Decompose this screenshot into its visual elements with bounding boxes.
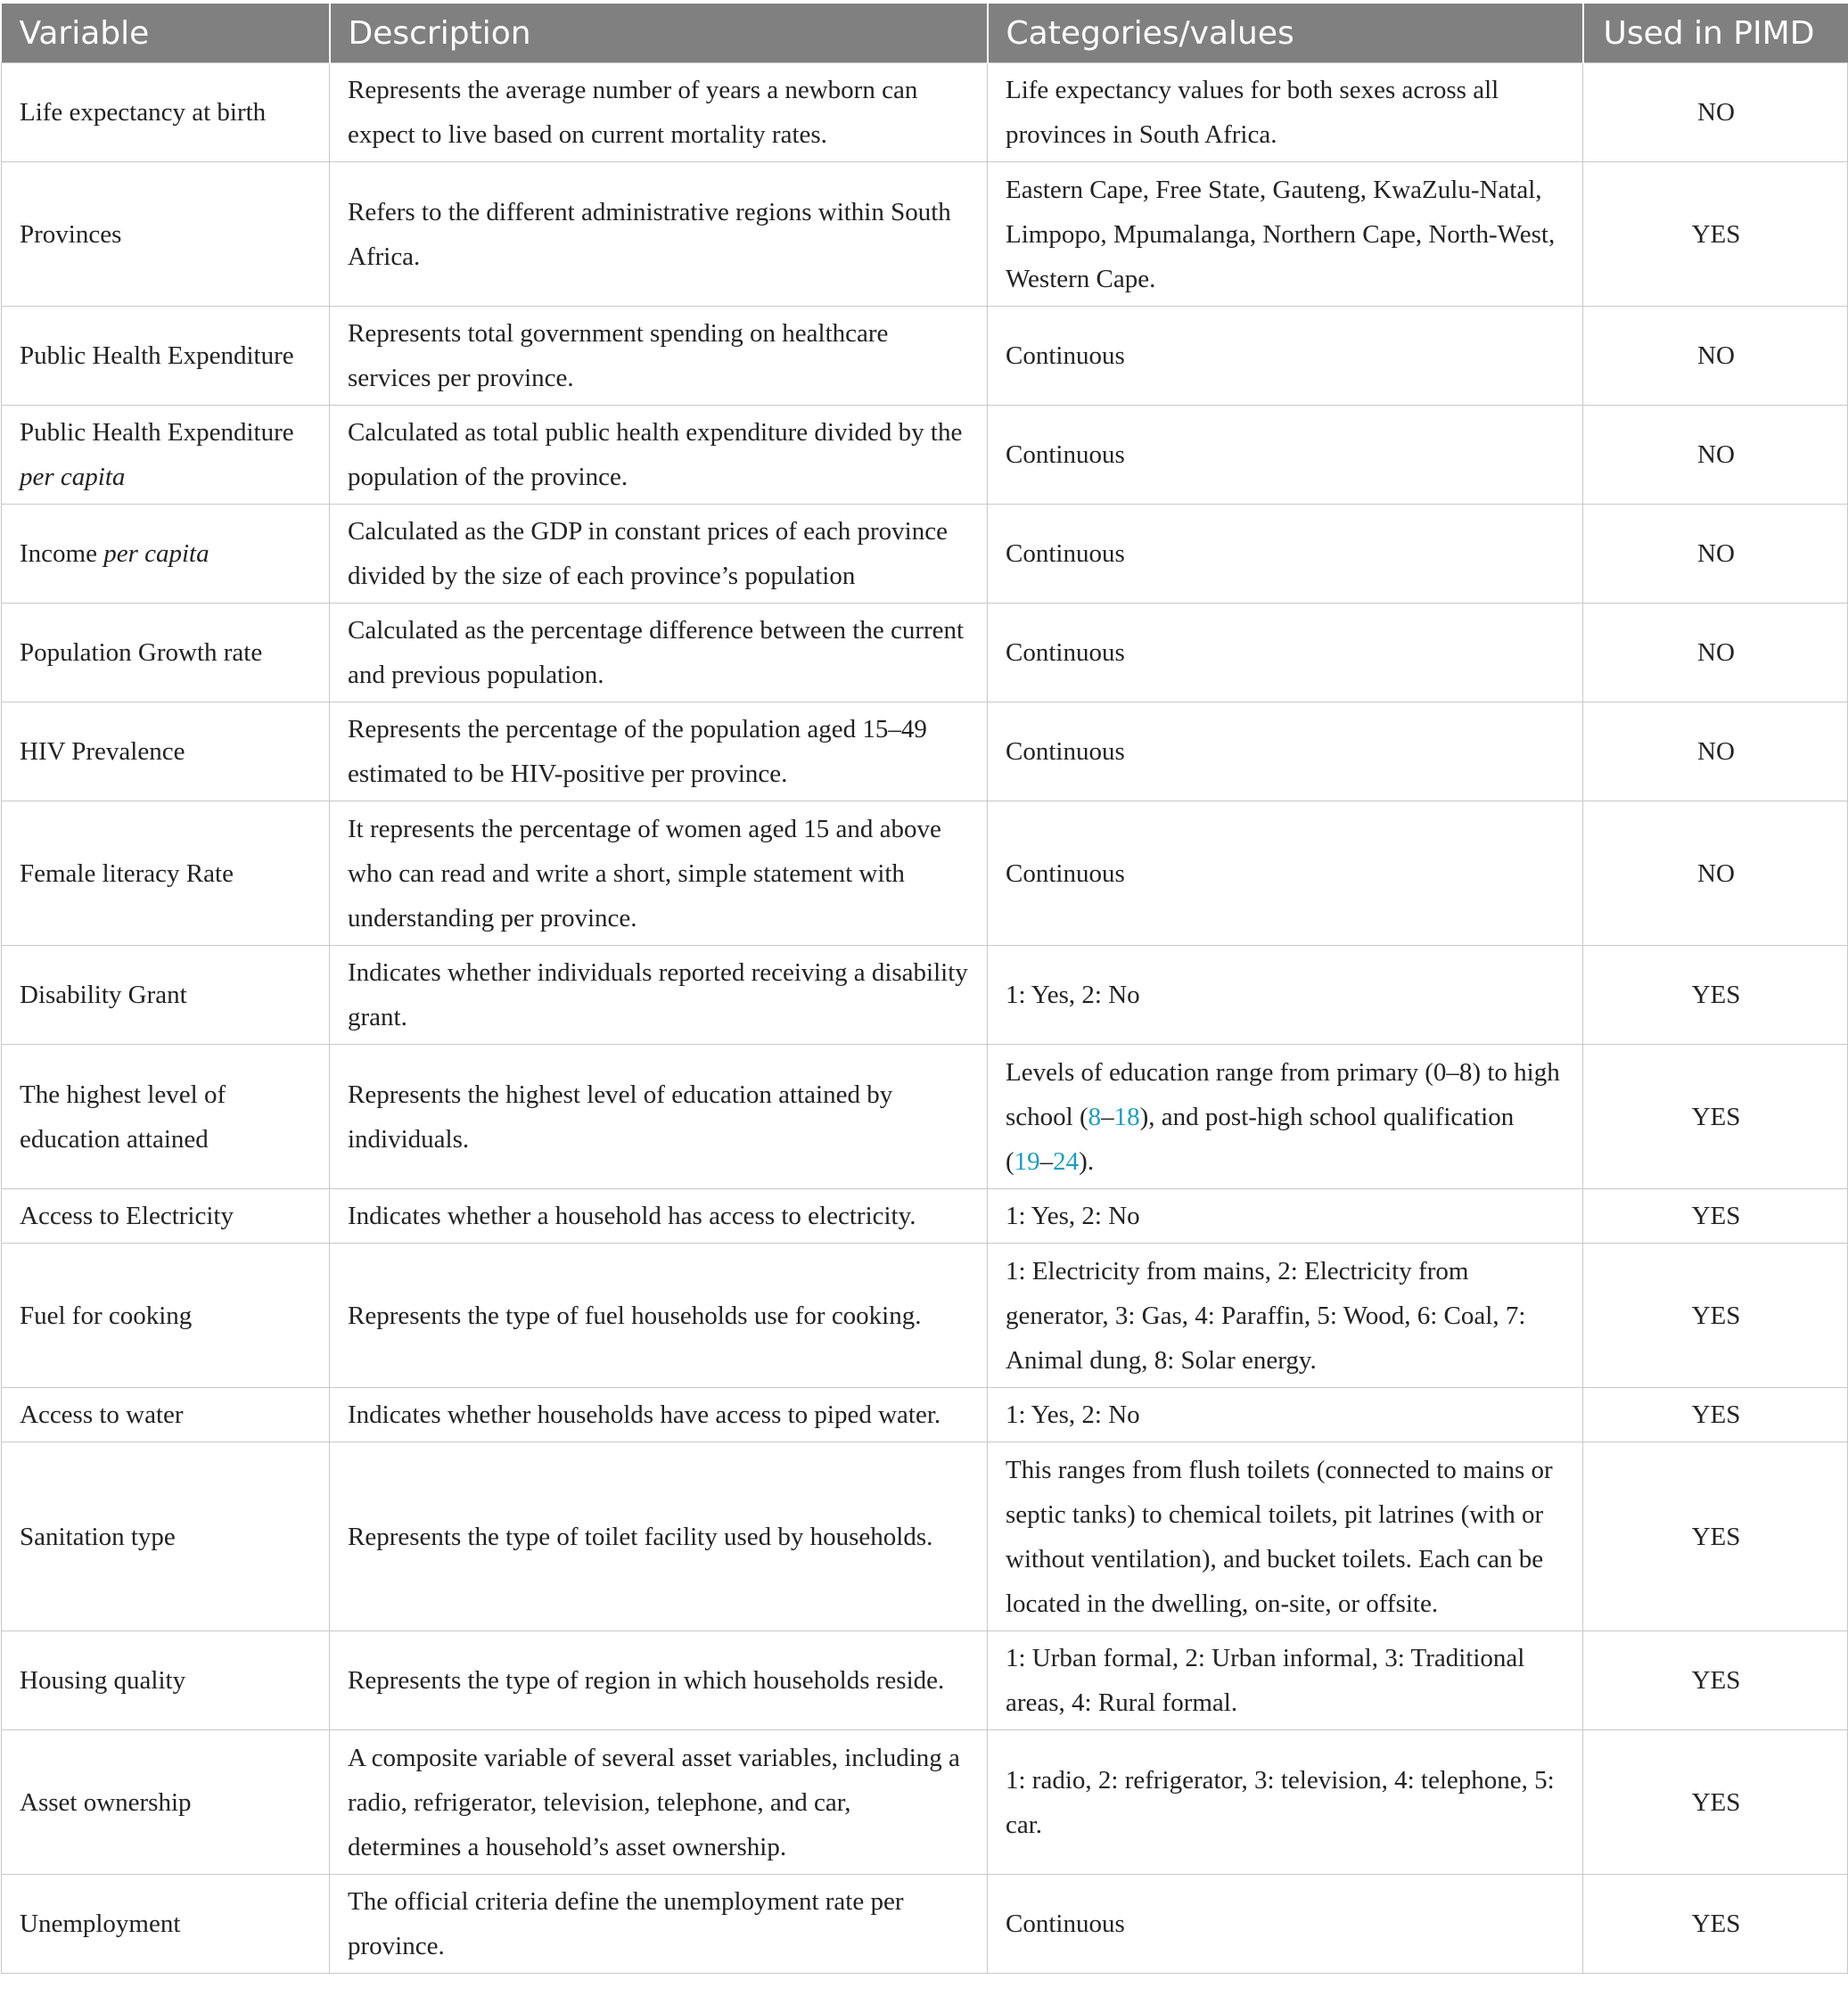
table-row: [2, 946, 1848, 1045]
range-dash: –: [1101, 1102, 1114, 1131]
table-row: [2, 801, 1848, 946]
table-row: [2, 1730, 1848, 1875]
table-row: [2, 604, 1848, 702]
cell-variable: Public Health Expenditure: [2, 307, 330, 406]
table-header-row: [2, 4, 1848, 63]
range-dash: –: [1039, 1146, 1054, 1176]
cell-categories: Continuous: [988, 505, 1583, 604]
table-row: [2, 406, 1848, 505]
cell-used: YES: [1583, 1244, 1848, 1388]
table-row: [2, 1875, 1848, 1974]
reference-link[interactable]: 19: [1014, 1146, 1040, 1176]
cell-categories: [988, 1045, 1583, 1189]
cell-categories: Continuous: [988, 406, 1583, 505]
variable-italic: per capita: [103, 539, 209, 568]
variable-text: Income: [20, 539, 97, 568]
cell-description: Represents total government spending on healthcare services per province.: [330, 307, 988, 406]
cell-used: YES: [1583, 946, 1848, 1045]
cell-description: Indicates whether a household has access to electricity.: [330, 1189, 988, 1244]
cell-description: A composite variable of several asset variables, including a radio, refrigerator, television, telephone, and car, determines a household’s asset ownership.: [330, 1730, 988, 1875]
cell-variable: Female literacy Rate: [2, 801, 330, 946]
cell-used: NO: [1583, 702, 1848, 801]
table-row: [2, 1388, 1848, 1442]
cell-variable: Asset ownership: [2, 1730, 330, 1875]
cell-description: It represents the percentage of women aged 15 and above who can read and write a short, simple statement with understanding per province.: [330, 801, 988, 946]
cell-variable: Fuel for cooking: [2, 1244, 330, 1388]
cell-used: YES: [1583, 1730, 1848, 1875]
cell-used: YES: [1583, 1875, 1848, 1974]
cell-used: NO: [1583, 801, 1848, 946]
cell-categories: 1: Yes, 2: No: [988, 1388, 1583, 1442]
cell-variable: Provinces: [2, 162, 330, 307]
cell-variable: [2, 406, 330, 505]
cell-variable: [2, 505, 330, 604]
cell-description: Represents the type of fuel households use for cooking.: [330, 1244, 988, 1388]
cell-used: NO: [1583, 604, 1848, 702]
cell-description: Indicates whether households have access to piped water.: [330, 1388, 988, 1442]
cell-used: YES: [1583, 1045, 1848, 1189]
cell-description: Calculated as the GDP in constant prices of each province divided by the size of each province’s population: [330, 505, 988, 604]
cell-categories: 1: radio, 2: refrigerator, 3: television, 4: telephone, 5: car.: [988, 1730, 1583, 1875]
cell-used: YES: [1583, 1388, 1848, 1442]
cell-variable: Life expectancy at birth: [2, 63, 330, 162]
variable-italic: per capita: [20, 463, 126, 491]
cell-categories: Continuous: [988, 1875, 1583, 1974]
cell-used: YES: [1583, 162, 1848, 307]
cell-used: NO: [1583, 505, 1848, 604]
categories-text: Levels of education range from primary (0–8) to high school (: [1006, 1057, 1560, 1131]
cell-description: Indicates whether individuals reported receiving a disability grant.: [330, 946, 988, 1045]
cell-used: YES: [1583, 1442, 1848, 1631]
cell-variable: HIV Prevalence: [2, 702, 330, 801]
variables-table: [1, 4, 1848, 1974]
cell-variable: The highest level of education attained: [2, 1045, 330, 1189]
cell-categories: Eastern Cape, Free State, Gauteng, KwaZulu-Natal, Limpopo, Mpumalanga, Northern Cape, North-West, Western Cape.: [988, 162, 1583, 307]
cell-description: Represents the type of region in which households reside.: [330, 1631, 988, 1730]
cell-description: The official criteria define the unemployment rate per province.: [330, 1875, 988, 1974]
table-row: [2, 1631, 1848, 1730]
cell-description: Refers to the different administrative regions within South Africa.: [330, 162, 988, 307]
cell-categories: Continuous: [988, 307, 1583, 406]
cell-variable: Disability Grant: [2, 946, 330, 1045]
reference-link[interactable]: 8: [1088, 1102, 1102, 1131]
cell-description: Represents the type of toilet facility used by households.: [330, 1442, 988, 1631]
cell-used: NO: [1583, 307, 1848, 406]
cell-categories: 1: Yes, 2: No: [988, 946, 1583, 1045]
cell-categories: Continuous: [988, 702, 1583, 801]
cell-description: Calculated as the percentage difference between the current and previous population.: [330, 604, 988, 702]
table-row: [2, 1045, 1848, 1189]
cell-variable: Access to water: [2, 1388, 330, 1442]
table-row: [2, 1244, 1848, 1388]
table-row: [2, 63, 1848, 162]
table-row: [2, 702, 1848, 801]
cell-variable: Unemployment: [2, 1875, 330, 1974]
variable-text: Public Health Expenditure: [20, 418, 294, 447]
cell-description: Represents the percentage of the population aged 15–49 estimated to be HIV-positive per province.: [330, 702, 988, 801]
cell-categories: Continuous: [988, 604, 1583, 702]
cell-used: NO: [1583, 406, 1848, 505]
header-categories: Categories/values: [988, 4, 1583, 63]
table-row: [2, 162, 1848, 307]
cell-categories: Continuous: [988, 801, 1583, 946]
cell-variable: Access to Electricity: [2, 1189, 330, 1244]
reference-link[interactable]: 24: [1053, 1146, 1080, 1176]
table-row: [2, 307, 1848, 406]
cell-variable: Housing quality: [2, 1631, 330, 1730]
cell-categories: 1: Yes, 2: No: [988, 1189, 1583, 1244]
cell-used: YES: [1583, 1189, 1848, 1244]
cell-variable: Population Growth rate: [2, 604, 330, 702]
cell-used: NO: [1583, 63, 1848, 162]
cell-categories: Life expectancy values for both sexes across all provinces in South Africa.: [988, 63, 1583, 162]
header-variable: Variable: [2, 4, 330, 63]
cell-categories: This ranges from flush toilets (connected to mains or septic tanks) to chemical toilets, pit latrines (with or without ventilation), and bucket toilets. Each can be located in the dwelling, on-site, or offsite.: [988, 1442, 1583, 1631]
cell-categories: 1: Electricity from mains, 2: Electricity from generator, 3: Gas, 4: Paraffin, 5: Wood, 6: Coal, 7: Animal dung, 8: Solar energy.: [988, 1244, 1583, 1388]
categories-text: ).: [1079, 1146, 1095, 1176]
table-row: [2, 1189, 1848, 1244]
cell-variable: Sanitation type: [2, 1442, 330, 1631]
cell-description: Calculated as total public health expenditure divided by the population of the province.: [330, 406, 988, 505]
cell-categories: 1: Urban formal, 2: Urban informal, 3: Traditional areas, 4: Rural formal.: [988, 1631, 1583, 1730]
header-description: Description: [330, 4, 988, 63]
cell-description: Represents the highest level of education attained by individuals.: [330, 1045, 988, 1189]
header-used-in-pimd: Used in PIMD: [1583, 4, 1848, 63]
table-row: [2, 1442, 1848, 1631]
categories-text: ), and post-high school qualification (: [1006, 1102, 1515, 1176]
reference-link[interactable]: 18: [1113, 1102, 1140, 1131]
table-row: [2, 505, 1848, 604]
cell-used: YES: [1583, 1631, 1848, 1730]
cell-description: Represents the average number of years a newborn can expect to live based on current mortality rates.: [330, 63, 988, 162]
